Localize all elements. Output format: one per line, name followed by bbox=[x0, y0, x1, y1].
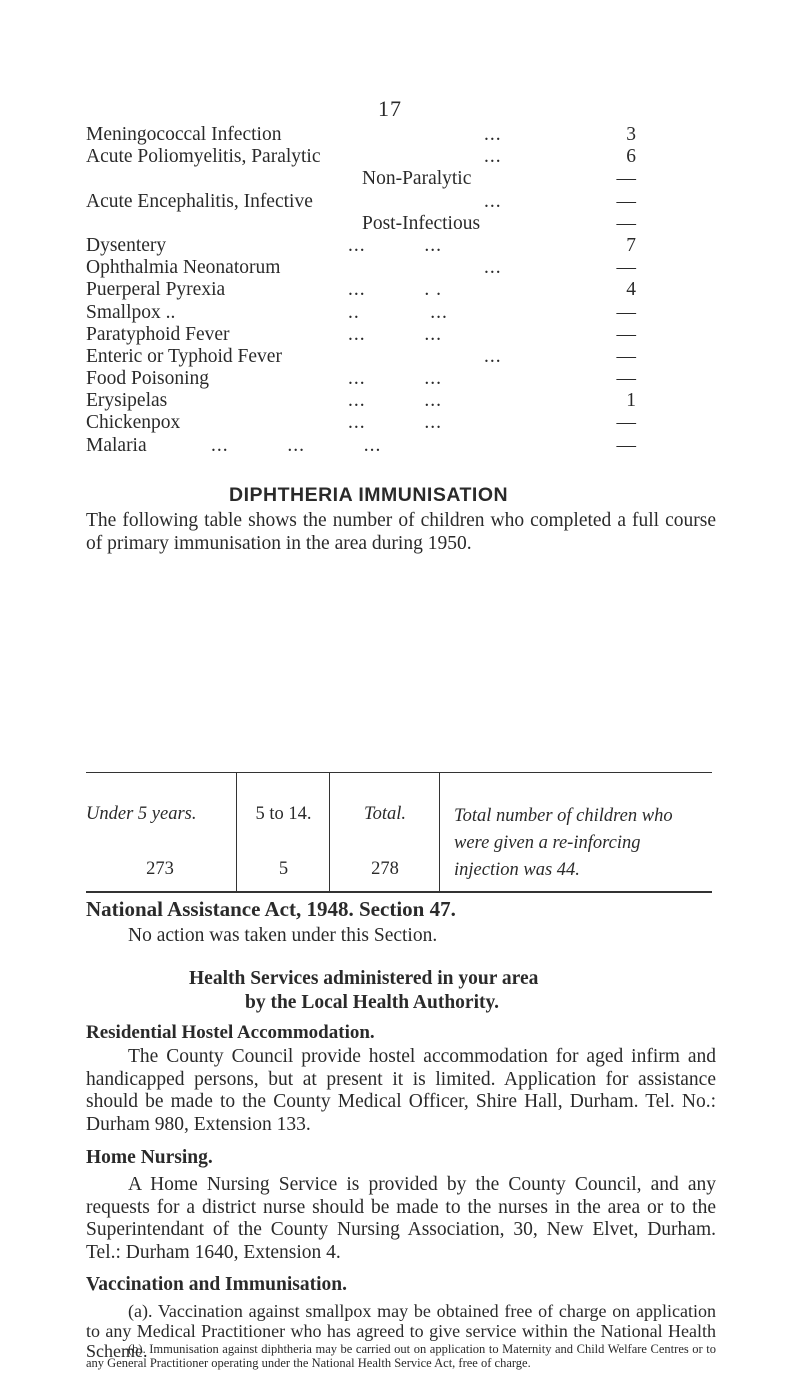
residential-text: The County Council provide hostel accommodation for aged infirm and handicapped persons, but at present it is limited. Application for assistance should be made to the County Medical Officer, Shire Hall, Durham. Tel. No.: Durham 980, Extension 133. bbox=[86, 1046, 716, 1135]
disease-count: 4 bbox=[626, 279, 636, 301]
leader-dots: ... ... bbox=[348, 412, 442, 434]
disease-name: Puerperal Pyrexia bbox=[86, 279, 226, 301]
leader-dots: ... . . bbox=[348, 279, 442, 301]
vaccination-para-a: (a). Vaccination against smallpox may be obtained free of charge on application to any Medical Practitioner who has agreed to give service within the National Health Scheme. bbox=[86, 1301, 716, 1361]
disease-name: Malaria bbox=[86, 434, 147, 456]
table-header-total: Total. bbox=[364, 804, 406, 824]
disease-row bbox=[86, 146, 646, 168]
disease-name: Acute Encephalitis, Infective bbox=[86, 190, 313, 212]
disease-row bbox=[86, 168, 646, 190]
vaccination-heading: Vaccination and Immunisation. bbox=[86, 1274, 347, 1295]
leader-dots: ... bbox=[484, 146, 502, 168]
disease-row bbox=[86, 124, 646, 146]
home-nursing-heading: Home Nursing. bbox=[86, 1147, 213, 1168]
table-value-under-5: 273 bbox=[146, 859, 174, 879]
disease-count: — bbox=[616, 323, 636, 345]
table-value-5-to-14: 5 bbox=[278, 859, 289, 879]
table-header-5-to-14: 5 to 14. bbox=[255, 804, 312, 824]
col-under-5 bbox=[86, 773, 236, 891]
disease-name: Food Poisoning bbox=[86, 368, 209, 390]
residential-heading: Residential Hostel Accommodation. bbox=[86, 1022, 375, 1043]
disease-count: 6 bbox=[626, 146, 636, 168]
disease-count: 3 bbox=[626, 124, 636, 145]
disease-count: — bbox=[616, 190, 636, 212]
disease-name: Chickenpox bbox=[86, 412, 181, 434]
home-nursing-text: A Home Nursing Service is provided by the County Council, and any requests for a district nurse should be made to the nurses in the area or to the Superintendant of the County Nursing Association, 30, New Elvet, Durham. Tel.: Durham 1640, Extension 4. bbox=[86, 1174, 716, 1263]
disease-count: — bbox=[616, 168, 636, 190]
col-5-to-14 bbox=[236, 773, 330, 891]
disease-count: — bbox=[616, 301, 636, 323]
disease-row bbox=[86, 435, 646, 457]
disease-name: Erysipelas bbox=[86, 390, 168, 412]
table-header-under-5: Under 5 years. bbox=[86, 804, 197, 824]
disease-row bbox=[86, 324, 646, 346]
leader-dots: ... bbox=[484, 190, 502, 212]
leader-dots: ... bbox=[484, 345, 502, 367]
leader-dots: ... ... bbox=[348, 234, 442, 256]
health-services-heading-2: by the Local Health Authority. bbox=[245, 992, 500, 1013]
disease-name: Smallpox .. bbox=[86, 301, 176, 323]
leader-dots: .. ... bbox=[348, 301, 448, 323]
national-assistance-heading: National Assistance Act, 1948. Section 47. bbox=[86, 897, 456, 921]
leader-dots: ... ... ... bbox=[211, 434, 382, 456]
leader-dots: ... bbox=[484, 124, 502, 145]
disease-name: Ophthalmia Neonatorum bbox=[86, 257, 281, 279]
disease-row bbox=[86, 235, 646, 257]
col-reinforcing bbox=[439, 773, 713, 891]
vaccination-para-b: (b). Immunisation against diphtheria may be carried out on application to Maternity and Child Welfare Centres or to any General Practitioner operating under the National Health Service Act, free of charge. bbox=[86, 1342, 716, 1370]
disease-name: Dysentery bbox=[86, 234, 167, 256]
leader-dots: ... bbox=[484, 257, 502, 279]
disease-row bbox=[86, 412, 646, 434]
page-number: 17 bbox=[378, 96, 402, 121]
disease-name: Acute Poliomyelitis, Paralytic bbox=[86, 146, 321, 168]
disease-count: — bbox=[616, 212, 636, 234]
health-services-heading-1: Health Services administered in your area bbox=[189, 968, 539, 989]
disease-count: — bbox=[616, 345, 636, 367]
leader-dots: ... ... bbox=[348, 323, 442, 345]
disease-row bbox=[86, 213, 646, 235]
disease-row bbox=[86, 302, 646, 324]
national-assistance-text: No action was taken under this Section. bbox=[128, 925, 438, 946]
disease-count: — bbox=[616, 368, 636, 390]
disease-row bbox=[86, 346, 646, 368]
disease-row bbox=[86, 257, 646, 279]
diphtheria-intro: The following table shows the number of children who completed a full course of primary immunisation in the area during 1950. bbox=[86, 510, 716, 554]
table-value-total: 278 bbox=[371, 859, 399, 879]
disease-name: Paratyphoid Fever bbox=[86, 323, 230, 345]
immunisation-table bbox=[86, 772, 712, 893]
disease-count: 7 bbox=[626, 234, 636, 256]
leader-dots: ... ... bbox=[348, 368, 442, 390]
col-total bbox=[329, 773, 440, 891]
disease-name: Post-Infectious bbox=[362, 212, 481, 234]
disease-row bbox=[86, 368, 646, 390]
disease-name: Meningococcal Infection bbox=[86, 124, 282, 145]
diphtheria-heading: DIPHTHERIA IMMUNISATION bbox=[229, 484, 509, 506]
disease-row bbox=[86, 191, 646, 213]
disease-row bbox=[86, 390, 646, 412]
leader-dots: ... ... bbox=[348, 390, 442, 412]
disease-name: Enteric or Typhoid Fever bbox=[86, 345, 282, 367]
table-reinforcing-note: Total number of children who were given a re-inforcing injection was 44. bbox=[454, 806, 673, 880]
disease-row bbox=[86, 279, 646, 301]
disease-count: 1 bbox=[626, 390, 636, 412]
disease-name: Non-Paralytic bbox=[362, 168, 472, 190]
disease-count: — bbox=[616, 257, 636, 279]
disease-count: — bbox=[616, 412, 636, 434]
disease-count: — bbox=[616, 434, 636, 456]
notifiable-diseases-list bbox=[86, 124, 646, 457]
